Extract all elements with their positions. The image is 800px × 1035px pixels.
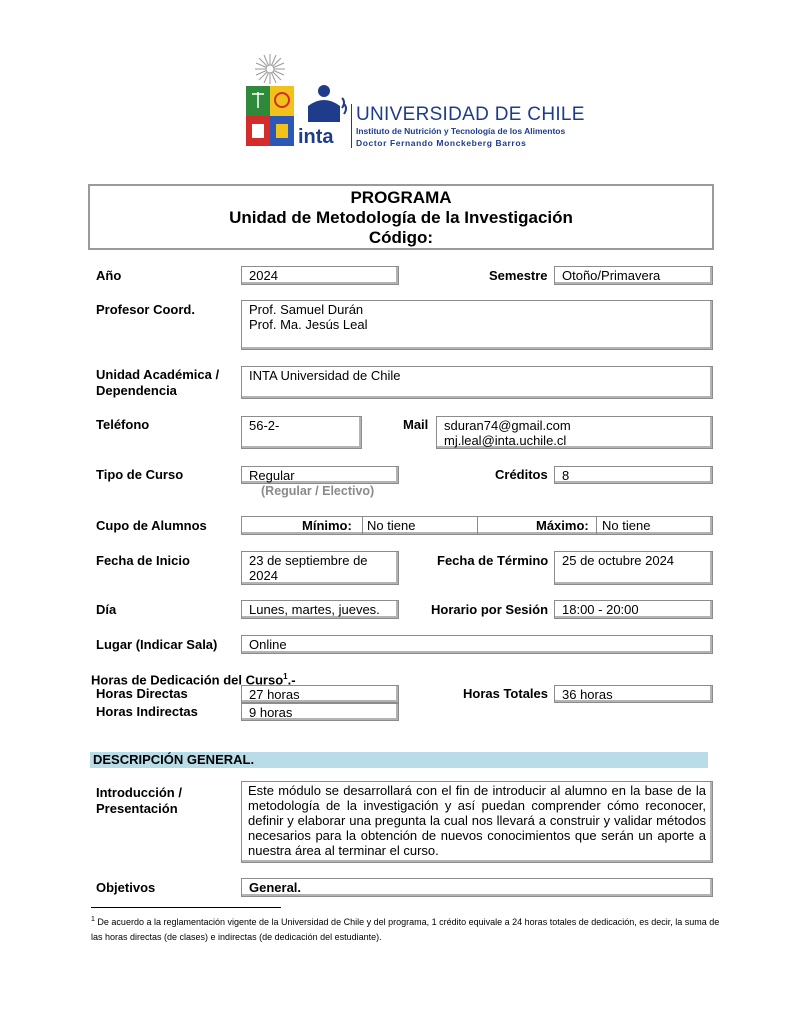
cupo-sep-3 <box>596 517 597 534</box>
tipo-value: Regular <box>249 468 295 483</box>
objetivos-value: General. <box>249 880 302 895</box>
university-name: UNIVERSIDAD DE CHILE <box>356 104 585 125</box>
profesor-value-2: Prof. Ma. Jesús Leal <box>249 317 368 332</box>
cupo-field <box>241 516 713 535</box>
minimo-label: Mínimo: <box>302 518 352 533</box>
mail-value-2: mj.leal@inta.uchile.cl <box>444 433 567 448</box>
telefono-field <box>241 416 362 449</box>
cupo-label: Cupo de Alumnos <box>96 518 207 533</box>
totales-field <box>554 685 713 703</box>
footnote-text: De acuerdo a la reglamentación vigente de la Universidad de Chile y del programa, 1 crédito equivale a 24 horas totales de dedicación, es decir, la suma de las horas directas (de clases) e indirectas (de dedicación del estudiante). <box>91 917 720 942</box>
directas-value: 27 horas <box>249 687 300 702</box>
lugar-field <box>241 635 713 654</box>
unidad-label-1: Unidad Académica / <box>96 367 220 382</box>
horas-heading-suffix: .- <box>287 672 296 688</box>
horario-label: Horario por Sesión <box>431 602 549 617</box>
indirectas-label: Horas Indirectas <box>96 704 198 719</box>
unidad-label-2: Dependencia <box>96 383 177 398</box>
mail-label: Mail <box>403 417 429 432</box>
institute-name: Instituto de Nutrición y Tecnología de los Alimentos <box>356 126 566 136</box>
semestre-label: Semestre <box>489 268 548 283</box>
objetivos-label: Objetivos <box>96 880 156 895</box>
cupo-sep-1 <box>362 517 363 534</box>
horas-heading-text: Horas de Dedicación del Curso <box>91 672 284 688</box>
directas-label: Horas Directas <box>96 686 188 701</box>
title-unidad: Unidad de Metodología de la Investigación <box>229 208 573 227</box>
unidad-field <box>241 366 713 399</box>
intro-label-1: Introducción / <box>96 785 182 800</box>
horario-value: 18:00 - 20:00 <box>562 602 639 617</box>
dia-field <box>241 600 399 619</box>
termino-field <box>554 551 713 585</box>
tipo-label: Tipo de Curso <box>96 467 184 482</box>
mail-value-1: sduran74@gmail.com <box>444 418 571 433</box>
inicio-field <box>241 551 399 585</box>
profesor-value-1: Prof. Samuel Durán <box>249 302 364 317</box>
intro-label-2: Presentación <box>96 801 178 816</box>
profesor-field <box>241 300 713 350</box>
footnote-rule <box>91 907 281 908</box>
semestre-value: Otoño/Primavera <box>562 268 661 283</box>
program-title-box <box>88 184 714 250</box>
tipo-field <box>241 466 399 484</box>
dia-value: Lunes, martes, jueves. <box>249 602 380 617</box>
anio-field <box>241 266 399 285</box>
logo-divider <box>351 104 352 148</box>
dia-label: Día <box>96 602 117 617</box>
semestre-field <box>554 266 713 285</box>
unidad-value: INTA Universidad de Chile <box>249 368 401 383</box>
university-crest <box>244 50 296 148</box>
creditos-field <box>554 466 713 484</box>
doctor-name: Doctor Fernando Monckeberg Barros <box>356 138 527 148</box>
intro-field <box>241 781 713 863</box>
telefono-label: Teléfono <box>96 417 150 432</box>
maximo-value: No tiene <box>602 518 651 533</box>
minimo-value: No tiene <box>367 518 416 533</box>
horas-heading-sup: 1 <box>283 672 288 681</box>
creditos-label: Créditos <box>495 467 548 482</box>
inta-wordmark: inta <box>298 126 334 148</box>
maximo-label: Máximo: <box>536 518 589 533</box>
anio-label: Año <box>96 268 122 283</box>
tipo-hint: (Regular / Electivo) <box>261 484 375 498</box>
indirectas-field <box>241 703 399 721</box>
objetivos-field <box>241 878 713 897</box>
horario-field <box>554 600 713 619</box>
termino-value: 25 de octubre 2024 <box>562 553 675 568</box>
telefono-value: 56-2- <box>249 418 280 433</box>
totales-value: 36 horas <box>562 687 613 702</box>
cupo-sep-2 <box>477 517 478 534</box>
descripcion-section-header: DESCRIPCIÓN GENERAL. <box>90 752 708 768</box>
footnote-marker: 1 <box>91 916 95 923</box>
lugar-label: Lugar (Indicar Sala) <box>96 637 218 652</box>
directas-field <box>241 685 399 703</box>
footnote <box>91 912 721 945</box>
lugar-value: Online <box>249 637 287 652</box>
creditos-value: 8 <box>562 468 570 483</box>
mail-field <box>436 416 713 449</box>
intro-label <box>96 785 182 817</box>
title-codigo: Código: <box>368 228 434 247</box>
inicio-label: Fecha de Inicio <box>96 553 190 568</box>
totales-label: Horas Totales <box>463 686 549 701</box>
inicio-value: 23 de septiembre de 2024 <box>249 553 368 583</box>
termino-label: Fecha de Término <box>437 553 549 568</box>
anio-value: 2024 <box>249 268 278 283</box>
profesor-label: Profesor Coord. <box>96 302 195 317</box>
intro-text: Este módulo se desarrollará con el fin de introducir al alumno en la base de la metodología de la investigación y así puedan comprender cómo reconocer, definir y elaborar una pregunta la cual nos llevará a construir y validar métodos necesarios para la obtención de nuevos conocimientos que serán un aporte a nuestra área al terminar el curso. <box>248 783 706 858</box>
unidad-label <box>96 367 219 399</box>
indirectas-value: 9 horas <box>249 705 293 720</box>
title-programa: PROGRAMA <box>350 188 452 207</box>
